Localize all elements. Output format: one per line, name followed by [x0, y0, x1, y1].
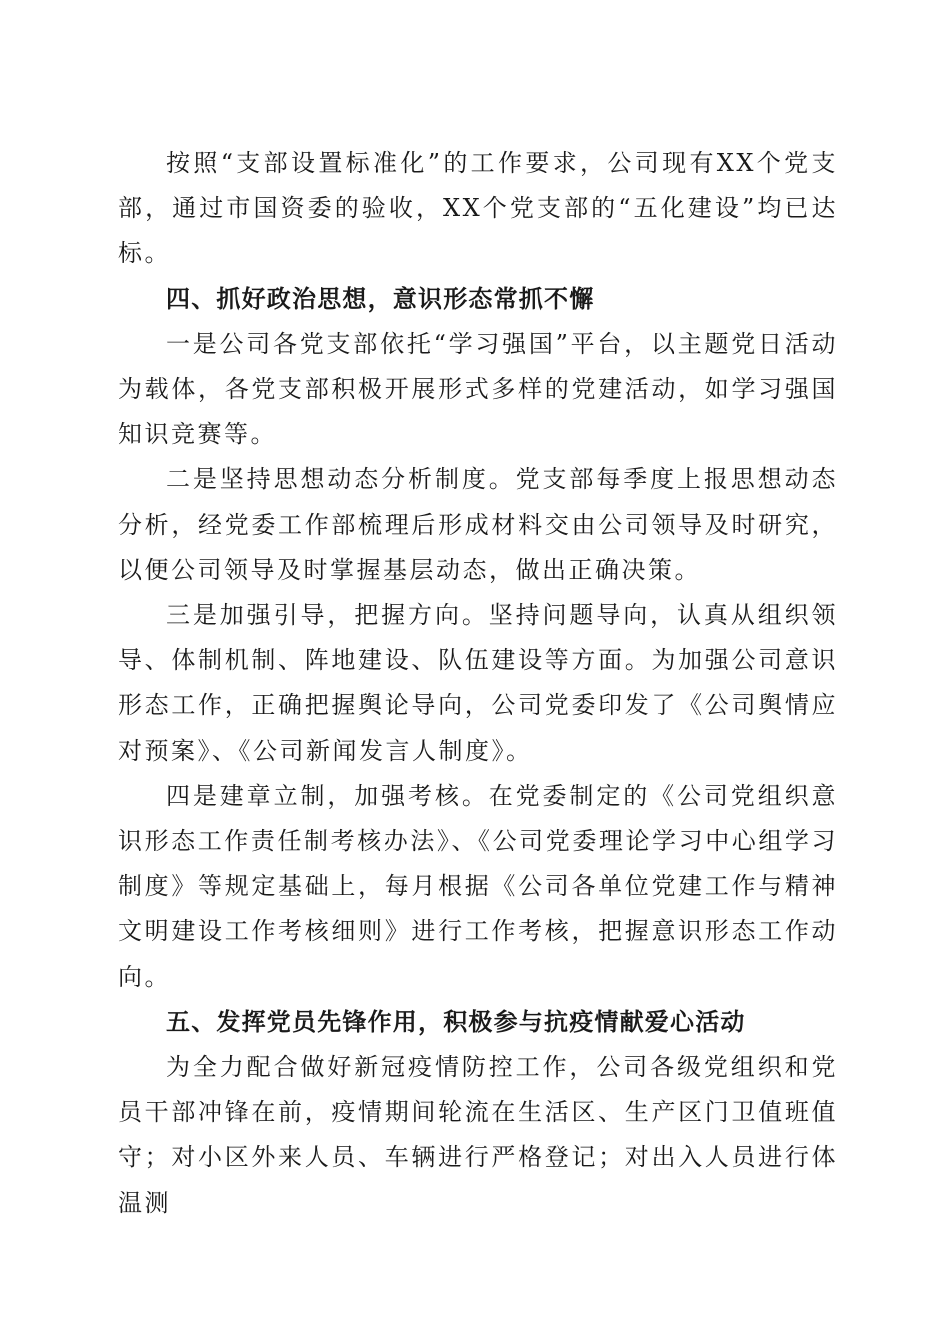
paragraph-ideological-analysis: 二是坚持思想动态分析制度。党支部每季度上报思想动态分析，经党委工作部梳理后形成材料交由公司领导及时研究，以便公司领导及时掌握基层动态，做出正确决策。 [118, 465, 838, 584]
paragraph-party-branch-standardization: 按照“支部设置标准化”的工作要求，公司现有XX个党支部，通过市国资委的验收，XX个党支部的“五化建设”均已达标。 [118, 149, 838, 268]
section-heading-5: 五、发挥党员先锋作用，积极参与抗疫情献爱心活动 [166, 1007, 746, 1036]
paragraph-rules-assessment: 四是建章立制，加强考核。在党委制定的《公司党组织意识形态工作责任制考核办法》、《公司党委理论学习中心组学习制度》等规定基础上，每月根据《公司各单位党建工作与精神文明建设工作考核细则》进行工作考核，把握意识形态工作动向。 [118, 781, 838, 991]
paragraph-epidemic-response: 为全力配合做好新冠疫情防控工作，公司各级党组织和党员干部冲锋在前，疫情期间轮流在生活区、生产区门卫值班值守；对小区外来人员、车辆进行严格登记；对出入人员进行体温测 [118, 1053, 838, 1217]
paragraph-study-platform: 一是公司各党支部依托“学习强国”平台，以主题党日活动为载体，各党支部积极开展形式多样的党建活动，如学习强国知识竞赛等。 [118, 329, 838, 449]
section-heading-4: 四、抓好政治思想，意识形态常抓不懈 [166, 284, 595, 313]
paragraph-guidance-direction: 三是加强引导，把握方向。坚持问题导向，认真从组织领导、体制机制、阵地建设、队伍建设等方面。为加强公司意识形态工作，正确把握舆论导向，公司党委印发了《公司舆情应对预案》、《公司新闻发言人制度》。 [118, 601, 838, 765]
document-body [118, 141, 838, 1226]
